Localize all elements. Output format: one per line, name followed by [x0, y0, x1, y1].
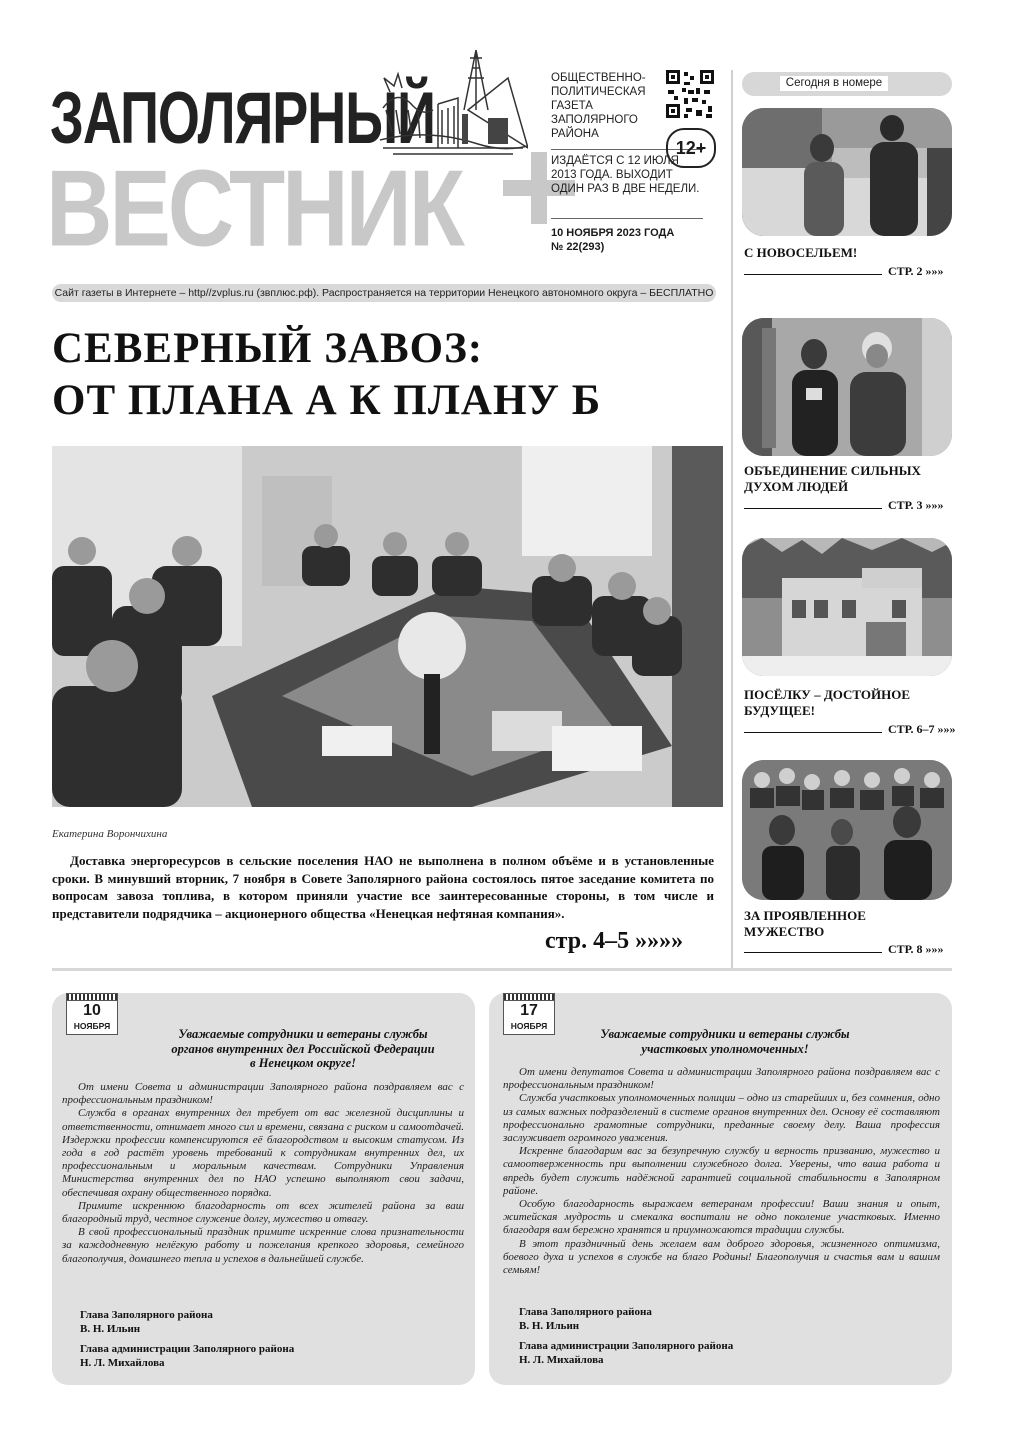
newspaper-title-top: ЗАПОЛЯРНЫЙ — [50, 78, 435, 159]
greeting-paragraph: В этот праздничный день желаем вам доброго здоровья, жизненного оптимизма, боевого духа и успехов в службе на благо Родины! Благополучия и счастья вам и вашим семьям! — [503, 1237, 940, 1277]
sidebar-photo-courage[interactable] — [742, 760, 952, 900]
age-rating-badge: 12+ — [666, 128, 716, 168]
in-this-issue-label: Сегодня в номере — [780, 76, 888, 91]
issue-info — [551, 226, 711, 254]
sidebar-item-page-link[interactable] — [744, 942, 944, 957]
sidebar-item-page-link[interactable] — [744, 722, 956, 737]
sidebar-item-page: СТР. 8 »»» — [888, 942, 944, 956]
website-bar[interactable]: Сайт газеты в Интернете – http//zvplus.ru (звплюс.рф). Распространяется на территории Ненецкого автономного округа – БЕСПЛАТНО — [52, 284, 716, 302]
lead-paragraph: Доставка энергоресурсов в сельские поселения НАО не выполнена в полном объёме и в установленные сроки. В минувший вторник, 7 ноября в Совете Заполярного района состоялось пятое заседание комитета по вопросам завоза топлива, в котором приняли участие все заинтересованные стороны, в том числе и представители подрядчика – акционерного общества «Ненецкая нефтяная компания». — [52, 853, 714, 921]
issue-date: 10 НОЯБРЯ 2023 ГОДА — [551, 227, 675, 239]
sidebar-item-page: СТР. 3 »»» — [888, 498, 944, 512]
greeting-body — [62, 1081, 464, 1266]
greeting-paragraph: От имени Совета и администрации Заполярного района поздравляем вас с профессиональным праздником! — [62, 1081, 464, 1107]
greeting-paragraph: Особую благодарность выражаем ветеранам профессии! Ваши знания и опыт, житейская мудрость и смекалка воспитали не одно поколение участковых. Именно благодаря вам бережно хранятся и приумножаются традиции службы. — [503, 1198, 940, 1237]
greeting-paragraph: Примите искреннюю благодарность от всех жителей района за ваш благородный труд, честное служение долгу, мужество и отвагу. — [62, 1199, 464, 1226]
greeting-signatures — [80, 1308, 460, 1370]
greeting-paragraph: От имени депутатов Совета и администрации Заполярного района поздравляем вас с профессиональным праздником! — [503, 1066, 940, 1092]
masthead-sketch-illustration — [378, 48, 528, 162]
section-separator — [52, 968, 952, 971]
sidebar-item-page-link[interactable] — [744, 264, 944, 279]
column-divider — [731, 70, 733, 970]
newspaper-founded-note: ИЗДАЁТСЯ С 12 ИЮЛЯ 2013 ГОДА. ВЫХОДИТ ОДИН РАЗ В ДВЕ НЕДЕЛИ. — [551, 155, 700, 195]
calendar-month: НОЯБРЯ — [510, 1021, 548, 1031]
continue-pages-link[interactable]: стр. 4–5 »»»» — [545, 928, 684, 954]
main-headline-line2: ОТ ПЛАНА А К ПЛАНУ Б — [52, 377, 602, 424]
in-this-issue-header — [742, 72, 952, 96]
signature-name: В. Н. Ильин — [80, 1323, 141, 1335]
calendar-rings — [67, 994, 117, 1001]
calendar-month: НОЯБРЯ — [73, 1021, 111, 1031]
sidebar-item-title[interactable]: С НОВОСЕЛЬЕМ! — [744, 245, 858, 260]
main-headline[interactable] — [52, 323, 732, 427]
calendar-day: 17 — [520, 1002, 538, 1019]
signature-name: Н. Л. Михайлова — [80, 1357, 165, 1369]
calendar-icon — [66, 993, 118, 1035]
sidebar-item-title[interactable]: ПОСЁЛКУ – ДОСТОЙНОЕ БУДУЩЕЕ! — [744, 687, 911, 718]
signature-role: Глава Заполярного района — [519, 1306, 652, 1318]
signature-role: Глава администрации Заполярного района — [80, 1343, 295, 1355]
signature-name: В. Н. Ильин — [519, 1320, 580, 1332]
qr-code-icon[interactable] — [666, 70, 714, 118]
greeting-body — [503, 1066, 940, 1277]
sidebar-photo-award[interactable] — [742, 318, 952, 456]
sidebar-item-page: СТР. 6–7 »»» — [888, 722, 956, 736]
calendar-icon — [503, 993, 555, 1035]
sidebar-item-page: СТР. 2 »»» — [888, 264, 944, 278]
greeting-paragraph: В свой профессиональный праздник примите искренние слова признательности за каждодневную нелёгкую работу и пожелания крепкого здоровья, семейного благополучия, домашнего тепла и успехов в дальнейшей службе. — [62, 1226, 464, 1265]
sidebar-item-page-link[interactable] — [744, 498, 944, 513]
sidebar-item-title[interactable]: ЗА ПРОЯВЛЕННОЕ МУЖЕСТВО — [744, 908, 866, 939]
signature-name: Н. Л. Михайлова — [519, 1354, 604, 1366]
main-photo-meeting[interactable] — [52, 446, 723, 807]
main-headline-line1: СЕВЕРНЫЙ ЗАВОЗ: — [52, 325, 484, 372]
greeting-title: Уважаемые сотрудники и ветераны службы органов внутренних дел Российской Федерации в Ненецком округе! — [171, 1027, 435, 1070]
newspaper-description: ОБЩЕСТВЕННО-ПОЛИТИЧЕСКАЯ ГАЗЕТА ЗАПОЛЯРНОГО РАЙОНА — [551, 72, 646, 140]
calendar-day: 10 — [83, 1002, 101, 1019]
sidebar-photo-housewarming[interactable] — [742, 108, 952, 236]
signature-role: Глава Заполярного района — [80, 1309, 213, 1321]
photo-caption: Екатерина Ворончихина — [52, 828, 168, 840]
greeting-signatures — [519, 1305, 919, 1367]
greeting-title: Уважаемые сотрудники и ветераны службы участковых уполномоченных! — [600, 1027, 850, 1056]
sidebar-item-title[interactable]: ОБЪЕДИНЕНИЕ СИЛЬНЫХ ДУХОМ ЛЮДЕЙ — [744, 463, 921, 494]
newspaper-title-big: ВЕСТНИК — [46, 148, 462, 270]
masthead-divider — [551, 218, 703, 219]
greeting-paragraph: Искренне благодарим вас за безупречную службу и верность призванию, мужество и самоотверженность при выполнении служебного долга. Уверены, что ваша работа и впредь будет служить надёжной гарантией социальной стабильности в Заполярном районе. — [503, 1145, 940, 1197]
issue-number: № 22(293) — [551, 241, 605, 253]
calendar-rings — [504, 994, 554, 1001]
signature-role: Глава администрации Заполярного района — [519, 1340, 734, 1352]
sidebar-photo-village[interactable] — [742, 538, 952, 676]
greeting-paragraph: Служба в органах внутренних дел требует от вас железной дисциплины и ответственности, отнимает много сил и времени, связана с риском и самоотдачей. Издержки профессии компенсируются её благородством и высоким статусом. Из года в год растёт уровень требований к сотрудникам внутренних дел, их профессиональным и моральным качествам. Сотрудники Управления Министерства внутренних дел по НАО успешно выполняют свои задачи, обеспечивая охрану общественного порядка. — [62, 1107, 464, 1199]
greeting-paragraph: Служба участковых уполномоченных полиции – одно из старейших и, без сомнения, одно из самых важных подразделений в системе органов внутренних дел. Основу её составляют профессионально грамотные сотрудники, преданные своему делу. Ваша профессия заслуживает огромного уважения. — [503, 1092, 940, 1145]
